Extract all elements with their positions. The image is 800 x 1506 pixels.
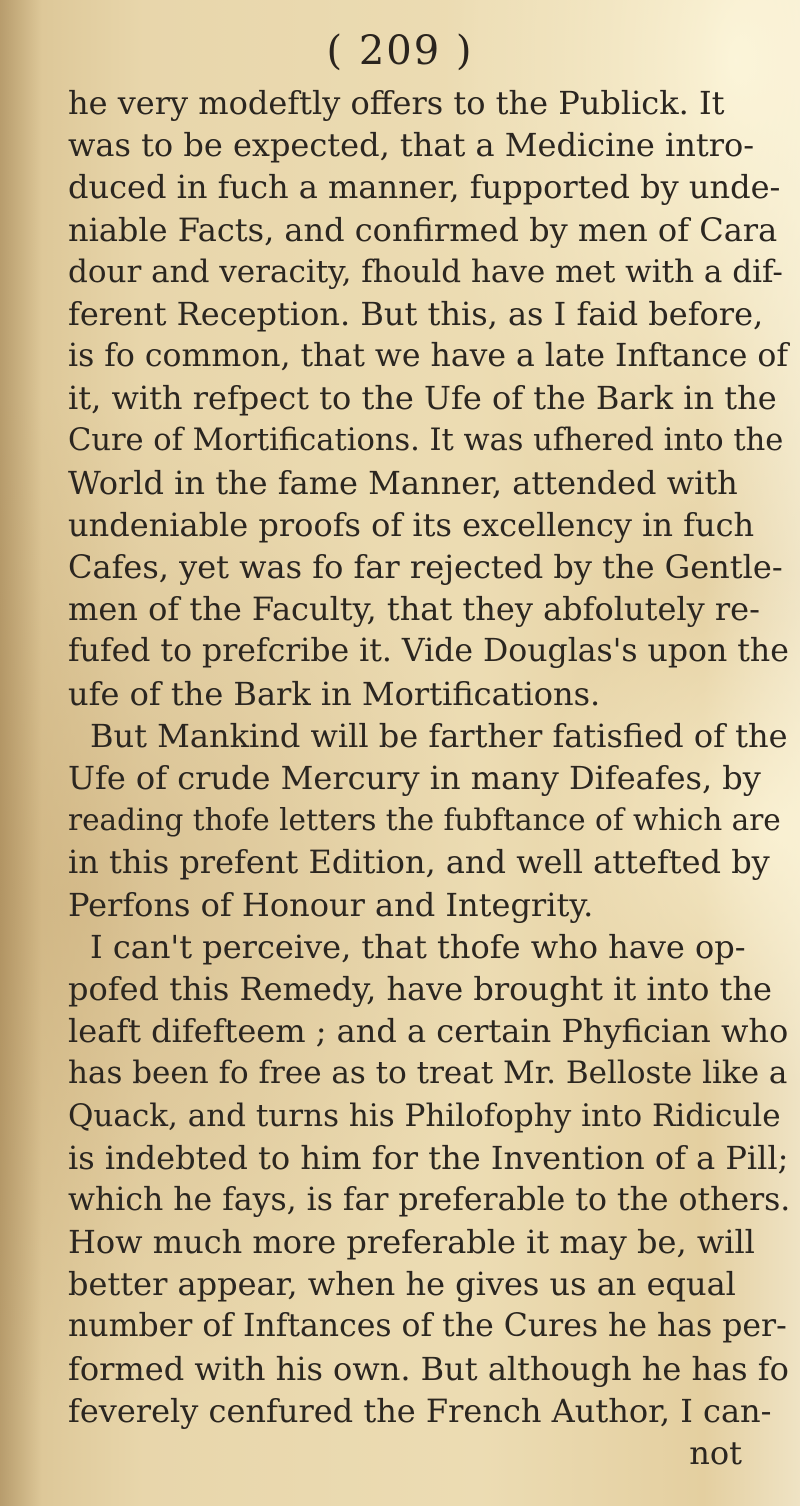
- text-line: Cafes, yet was fo far rejected by the Gentle-: [68, 548, 783, 587]
- text-line: undeniable proofs of its excellency in fuch: [68, 505, 755, 544]
- text-line: he very modeftly offers to the Publick. It: [68, 84, 725, 122]
- text-line: reading thofe letters the fubftance of which are: [68, 803, 781, 838]
- text-line: was to be expected, that a Medicine intro-: [68, 126, 755, 165]
- catchword: not: [689, 1434, 742, 1472]
- text-line: which he fays, is far preferable to the others.: [68, 1181, 790, 1218]
- page-binding-shadow: [0, 0, 42, 1506]
- text-line: leaft difefteem ; and a certain Phyfician who: [68, 1012, 789, 1051]
- text-line: ferent Reception. But this, as I faid before,: [68, 294, 764, 333]
- text-line: dour and veracity, fhould have met with a dif-: [68, 253, 783, 290]
- text-line: Ufe of crude Mercury in many Difeafes, by: [68, 759, 761, 797]
- body-text: [68, 82, 790, 1474]
- text-line: pofed this Remedy, have brought it into the: [68, 969, 772, 1008]
- text-line: better appear, when he gives us an equal: [68, 1265, 736, 1304]
- text-line: But Mankind will be farther fatisfied of the: [90, 716, 788, 755]
- text-line: number of Inftances of the Cures he has per-: [68, 1308, 787, 1345]
- text-line: niable Facts, and confirmed by men of Cara: [68, 210, 778, 249]
- text-line: men of the Faculty, that they abfolutely re-: [68, 590, 760, 629]
- text-line: I can't perceive, that thofe who have op-: [90, 927, 746, 966]
- text-line: Perfons of Honour and Integrity.: [68, 885, 594, 924]
- text-line: feverely cenfured the French Author, I can-: [68, 1391, 772, 1430]
- text-line: in this prefent Edition, and well attefted by: [68, 843, 770, 882]
- text-line: duced in fuch a manner, fupported by unde-: [68, 168, 781, 207]
- text-line: is indebted to him for the Invention of a Pill;: [68, 1138, 789, 1177]
- text-line: World in the fame Manner, attended with: [68, 463, 738, 502]
- text-line: fufed to prefcribe it. Vide Douglas's upon the: [68, 633, 789, 670]
- text-line: formed with his own. But although he has fo: [68, 1349, 789, 1388]
- page-number: ( 209 ): [326, 28, 474, 74]
- text-line: Cure of Mortifications. It was ufhered into the: [68, 422, 784, 458]
- text-line: is fo common, that we have a late Inftance of: [68, 338, 789, 375]
- text-line: has been fo free as to treat Mr. Belloste like a: [68, 1055, 788, 1092]
- text-line: it, with refpect to the Ufe of the Bark in the: [68, 379, 777, 418]
- text-line: Quack, and turns his Philofophy into Ridicule: [68, 1097, 781, 1134]
- text-line: ufe of the Bark in Mortifications.: [68, 674, 601, 713]
- text-line: How much more preferable it may be, will: [68, 1223, 755, 1262]
